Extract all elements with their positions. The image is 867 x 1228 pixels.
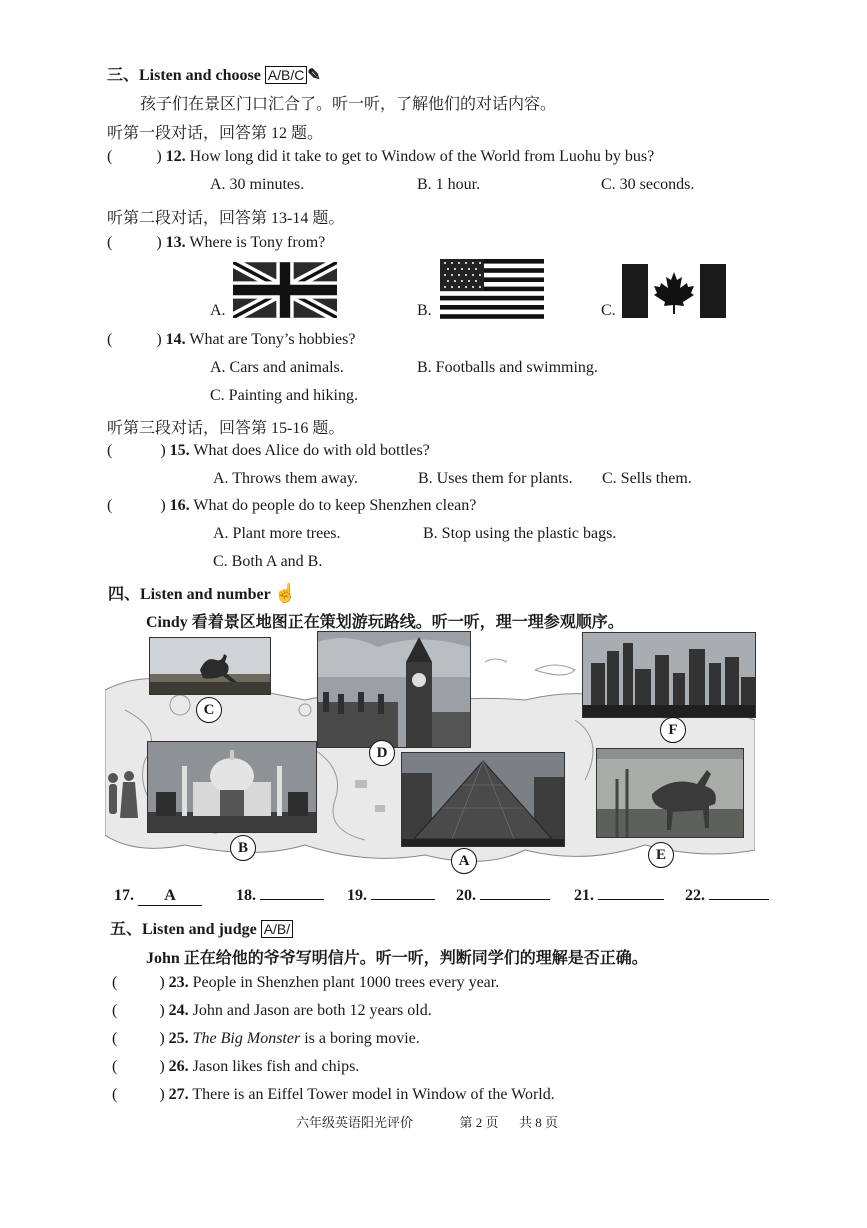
section3-intro: 孩子们在景区门口汇合了。听一听，了解他们的对话内容。 xyxy=(140,96,557,113)
option: B. Footballs and swimming. xyxy=(417,359,598,376)
part3-instruction: 听第三段对话，回答第 15-16 题。 xyxy=(107,420,345,437)
answer-blank[interactable] xyxy=(480,899,550,900)
map-label-a: A xyxy=(451,848,477,874)
blank-22: 22. xyxy=(685,887,769,905)
photo-big-ben xyxy=(317,631,471,748)
section5-heading: 五、Listen and judge A/B/ xyxy=(110,916,293,939)
pencil-icon: ✎ xyxy=(307,67,321,84)
option: C. 30 seconds. xyxy=(601,176,695,193)
map-label-d: D xyxy=(369,740,395,766)
photo-taj-mahal xyxy=(147,741,317,833)
map-label-c: C xyxy=(196,697,222,723)
question-16: ( ) 16. What do people do to keep Shenzhen clean? xyxy=(107,497,477,514)
question-23: ( ) 23. People in Shenzhen plant 1000 trees every year. xyxy=(112,974,500,991)
option: B. 1 hour. xyxy=(417,176,481,193)
blank-20: 20. xyxy=(456,887,550,905)
option: B. Stop using the plastic bags. xyxy=(423,525,617,542)
answer-blank[interactable] xyxy=(598,899,664,900)
option: C. Both A and B. xyxy=(213,553,323,570)
photo-city-skyline xyxy=(582,632,756,718)
answer-blank[interactable]: A xyxy=(138,887,202,906)
section3-heading: 三、Listen and choose A/B/C ✎ xyxy=(107,67,321,84)
option-b-label: B. xyxy=(417,302,432,319)
option-c-label: C. xyxy=(601,302,616,319)
photo-kangaroo xyxy=(149,637,271,695)
abc-pencil-icon: A/B/C xyxy=(265,66,308,84)
blank-18: 18. xyxy=(236,887,324,905)
answer-paren-close: ) xyxy=(156,148,162,165)
section4-intro: Cindy 看着景区地图正在策划游玩路线。听一听，理一理参观顺序。 xyxy=(146,614,624,631)
option: B. Uses them for plants. xyxy=(418,470,573,487)
answer-blank[interactable] xyxy=(371,899,435,900)
pointer-hand-icon: ☝ xyxy=(274,583,297,603)
section5-intro: John 正在给他的爷爷写明信片。听一听，判断同学们的理解是否正确。 xyxy=(146,950,648,967)
question-26: ( ) 26. Jason likes fish and chips. xyxy=(112,1058,360,1075)
answer-paren-open[interactable]: ( xyxy=(107,148,113,165)
photo-glass-pyramid xyxy=(401,752,565,847)
photo-deer xyxy=(596,748,744,838)
question-12 xyxy=(107,148,654,166)
question-14: ( ) 14. What are Tony’s hobbies? xyxy=(107,331,356,348)
page-footer: 六年级英语阳光评价 第 2 页 共 8 页 xyxy=(296,1115,559,1130)
map-label-b: B xyxy=(230,835,256,861)
option: C. Sells them. xyxy=(602,470,692,487)
uk-flag-icon xyxy=(233,262,337,318)
option: C. Painting and hiking. xyxy=(210,387,358,404)
question-15: ( ) 15. What does Alice do with old bottles? xyxy=(107,442,430,459)
question-24: ( ) 24. John and Jason are both 12 years old. xyxy=(112,1002,432,1019)
map-label-f: F xyxy=(660,717,686,743)
blank-21: 21. xyxy=(574,887,664,905)
question-27: ( ) 27. There is an Eiffel Tower model in Window of the World. xyxy=(112,1086,555,1103)
map-label-e: E xyxy=(648,842,674,868)
blank-19: 19. xyxy=(347,887,435,905)
option: A. Throws them away. xyxy=(213,470,358,487)
answer-blank[interactable] xyxy=(260,899,324,900)
part2-instruction: 听第二段对话，回答第 13-14 题。 xyxy=(107,210,345,227)
blank-17: 17. A xyxy=(114,887,202,906)
question-text: How long did it take to get to Window of the World from Luohu by bus? xyxy=(189,148,655,165)
question-25: ( ) 25. The Big Monster is a boring movie. xyxy=(112,1030,420,1047)
option-a-label: A. xyxy=(210,302,226,319)
canada-flag-icon xyxy=(622,264,726,318)
option: A. Plant more trees. xyxy=(213,525,341,542)
answer-blank[interactable] xyxy=(709,899,769,900)
us-flag-icon xyxy=(440,259,544,319)
option: A. 30 minutes. xyxy=(210,176,305,193)
question-number: 12. xyxy=(165,148,186,165)
section4-heading: 四、Listen and number ☝ xyxy=(108,583,297,603)
ab-check-icon: A/B/ xyxy=(261,920,293,938)
part1-instruction: 听第一段对话，回答第 12 题。 xyxy=(107,125,324,142)
option: A. Cars and animals. xyxy=(210,359,344,376)
question-13: ( ) 13. Where is Tony from? xyxy=(107,234,326,251)
